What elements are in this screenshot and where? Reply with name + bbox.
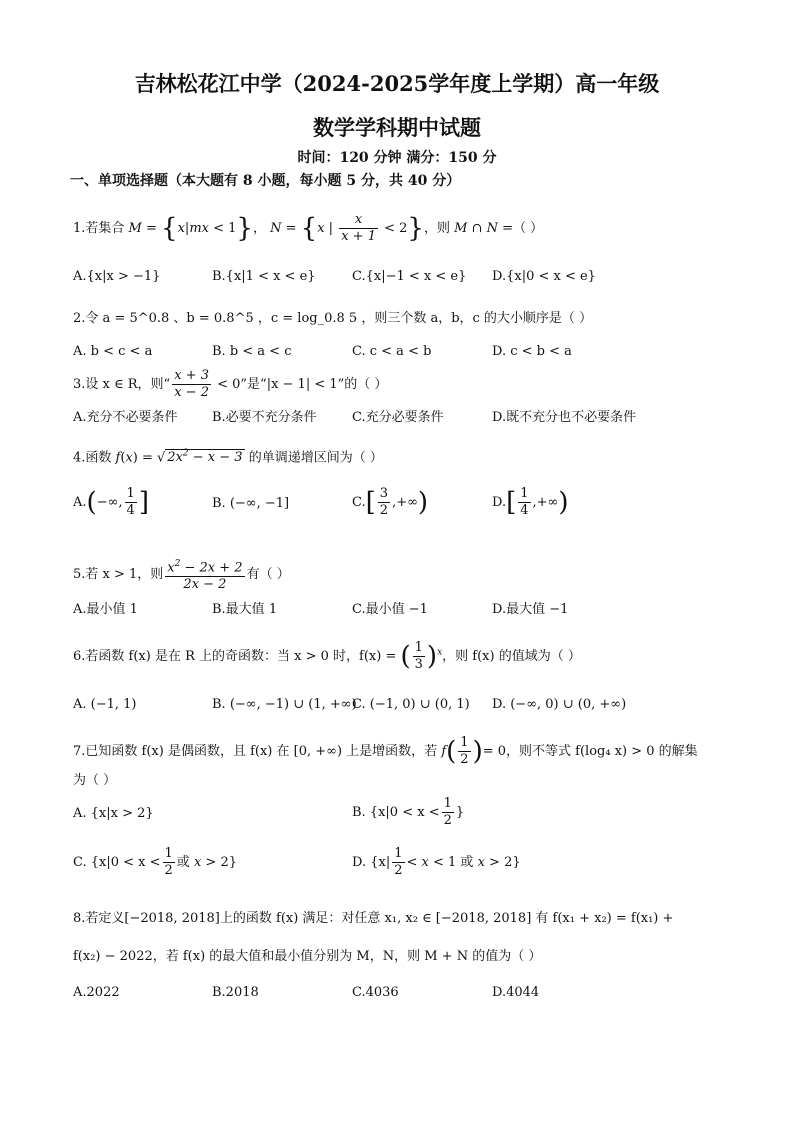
q3-middle: < 0”是“|x − 1| < 1”的（ ） <box>212 377 388 392</box>
question-3: 3.设 x ∈ R，则“ $\frac{x + 3}{x - 2}$ < 0”是“|x − 1| < 1”的（ ） <box>73 368 388 400</box>
exam-subtitle: 数学学科期中试题 <box>313 115 481 140</box>
q3-option-b: B.必要不充分条件 <box>212 410 317 425</box>
q4-prefix: 4.函数 <box>73 450 112 466</box>
q1-option-a: A.{x|x > −1} <box>73 269 161 284</box>
q6-prefix: 6.若函数 f(x) 是在 R 上的奇函数：当 x > 0 时，f(x) = <box>73 649 397 664</box>
q8-option-b: B.2018 <box>212 985 259 1000</box>
q4-suffix: 的单调递增区间为（ ） <box>248 450 383 466</box>
q1-option-c: C.{x|−1 < x < e} <box>352 269 467 284</box>
q6-option-a: A. (−1, 1) <box>73 697 137 712</box>
q5-option-d: D.最大值 −1 <box>492 602 569 617</box>
question-2: 2.令 a = 5^0.8 、b = 0.8^5 ，c = log_0.8 5 ，则三个数 a，b，c 的大小顺序是（ ） <box>73 311 593 326</box>
q8-option-c: C.4036 <box>352 985 399 1000</box>
q7-suffix: = 0，则不等式 f(log₄ x) > 0 的解集 <box>482 744 698 759</box>
q2-option-b: B. b < a < c <box>212 344 292 359</box>
q3-prefix: 3.设 x ∈ R，则“ <box>73 377 171 392</box>
q1-option-b: B.{x|1 < x < e} <box>212 269 316 284</box>
question-8-line2: f(x₂) − 2022，若 f(x) 的最大值和最小值分别为 M，N，则 M + N 的值为（ ） <box>73 949 542 964</box>
q6-option-c: C. (−1, 0) ∪ (0, 1) <box>352 697 470 712</box>
q7-option-a: A. {x|x > 2} <box>73 806 154 821</box>
question-5: 5.若 x > 1，则 $\frac{x^2 - 2x + 2}{2x - 2}$ 有（ ） <box>73 556 733 593</box>
q6-option-d: D. (−∞, 0) ∪ (0, +∞) <box>492 697 627 712</box>
q5-prefix: 5.若 x > 1，则 <box>73 567 164 583</box>
question-7-line2: 为（ ） <box>73 773 117 788</box>
q6-suffix: ，则 f(x) 的值域为（ ） <box>442 649 581 664</box>
q1-prefix: 1.若集合 <box>73 221 125 236</box>
q4-option-b: B. (−∞, −1] <box>212 496 290 511</box>
q5-option-c: C.最小值 −1 <box>352 602 428 617</box>
q2-option-d: D. c < b < a <box>492 344 572 359</box>
question-7: 7.已知函数 f(x) 是偶函数，且 f(x) 在 [0, +∞) 上是增函数，若 f( $\frac{1}{2}$ )= 0，则不等式 f(log₄ x) > 0 的解集 <box>73 735 698 767</box>
q5-suffix: 有（ ） <box>246 567 290 583</box>
q1-end: （ ） <box>513 221 544 236</box>
question-1: 1.若集合 M = {x|mx < 1}， N = {x | $\frac{x}{x + 1}$ < 2}，则 M ∩ N =（ ） <box>73 212 544 244</box>
q3-option-c: C.充分必要条件 <box>352 410 444 425</box>
question-8-line1: 8.若定义[−2018, 2018]上的函数 f(x) 满足：对任意 x₁, x₂ ∈ [−2018, 2018] 有 f(x₁ + x₂) = f(x₁) + <box>73 911 674 926</box>
q5-option-b: B.最大值 1 <box>212 602 278 617</box>
q4-option-d: D.[ $\frac{1}{4}$ ,+∞) <box>492 486 569 518</box>
q8-option-d: D.4044 <box>492 985 540 1000</box>
q2-option-c: C. c < a < b <box>352 344 432 359</box>
q3-option-a: A.充分不必要条件 <box>73 410 178 425</box>
q6-option-b: B. (−∞, −1) ∪ (1, +∞) <box>212 697 357 712</box>
q1-suffix: ，则 <box>423 221 450 236</box>
q7-option-c: C. {x|0 < x < $\frac{1}{2}$ 或 x > 2} <box>73 846 237 878</box>
q7-option-d: D. {x| $\frac{1}{2}$ < x < 1 或 x > 2} <box>352 846 521 878</box>
q4-option-c: C.[ $\frac{3}{2}$ ,+∞) <box>352 486 429 518</box>
q7-option-b: B. {x|0 < x < $\frac{1}{2}$ } <box>352 796 465 828</box>
q7-prefix: 7.已知函数 f(x) 是偶函数，且 f(x) 在 [0, +∞) 上是增函数，若 <box>73 744 438 759</box>
q5-option-a: A.最小值 1 <box>73 602 138 617</box>
question-4: 4.函数 f(x) = √ $2x^2 - x - 3$ 的单调递增区间为（ ） <box>73 449 383 466</box>
q4-option-a: A.(−∞, $\frac{1}{4}$ ] <box>73 486 149 518</box>
q2-option-a: A. b < c < a <box>73 344 153 359</box>
q8-option-a: A.2022 <box>73 985 120 1000</box>
q1-option-d: D.{x|0 < x < e} <box>492 269 596 284</box>
exam-meta: 时间：120 分钟 满分：150 分 <box>297 150 497 166</box>
question-6: 6.若函数 f(x) 是在 R 上的奇函数：当 x > 0 时，f(x) = ( $\frac{1}{3}$ )$^x$，则 f(x) 的值域为（ ） <box>73 640 581 672</box>
exam-title: 吉林松花江中学（2024-2025学年度上学期）高一年级 <box>134 71 660 96</box>
q3-option-d: D.既不充分也不必要条件 <box>492 410 637 425</box>
section-heading: 一、单项选择题（本大题有 8 小题，每小题 5 分，共 40 分） <box>70 173 461 189</box>
